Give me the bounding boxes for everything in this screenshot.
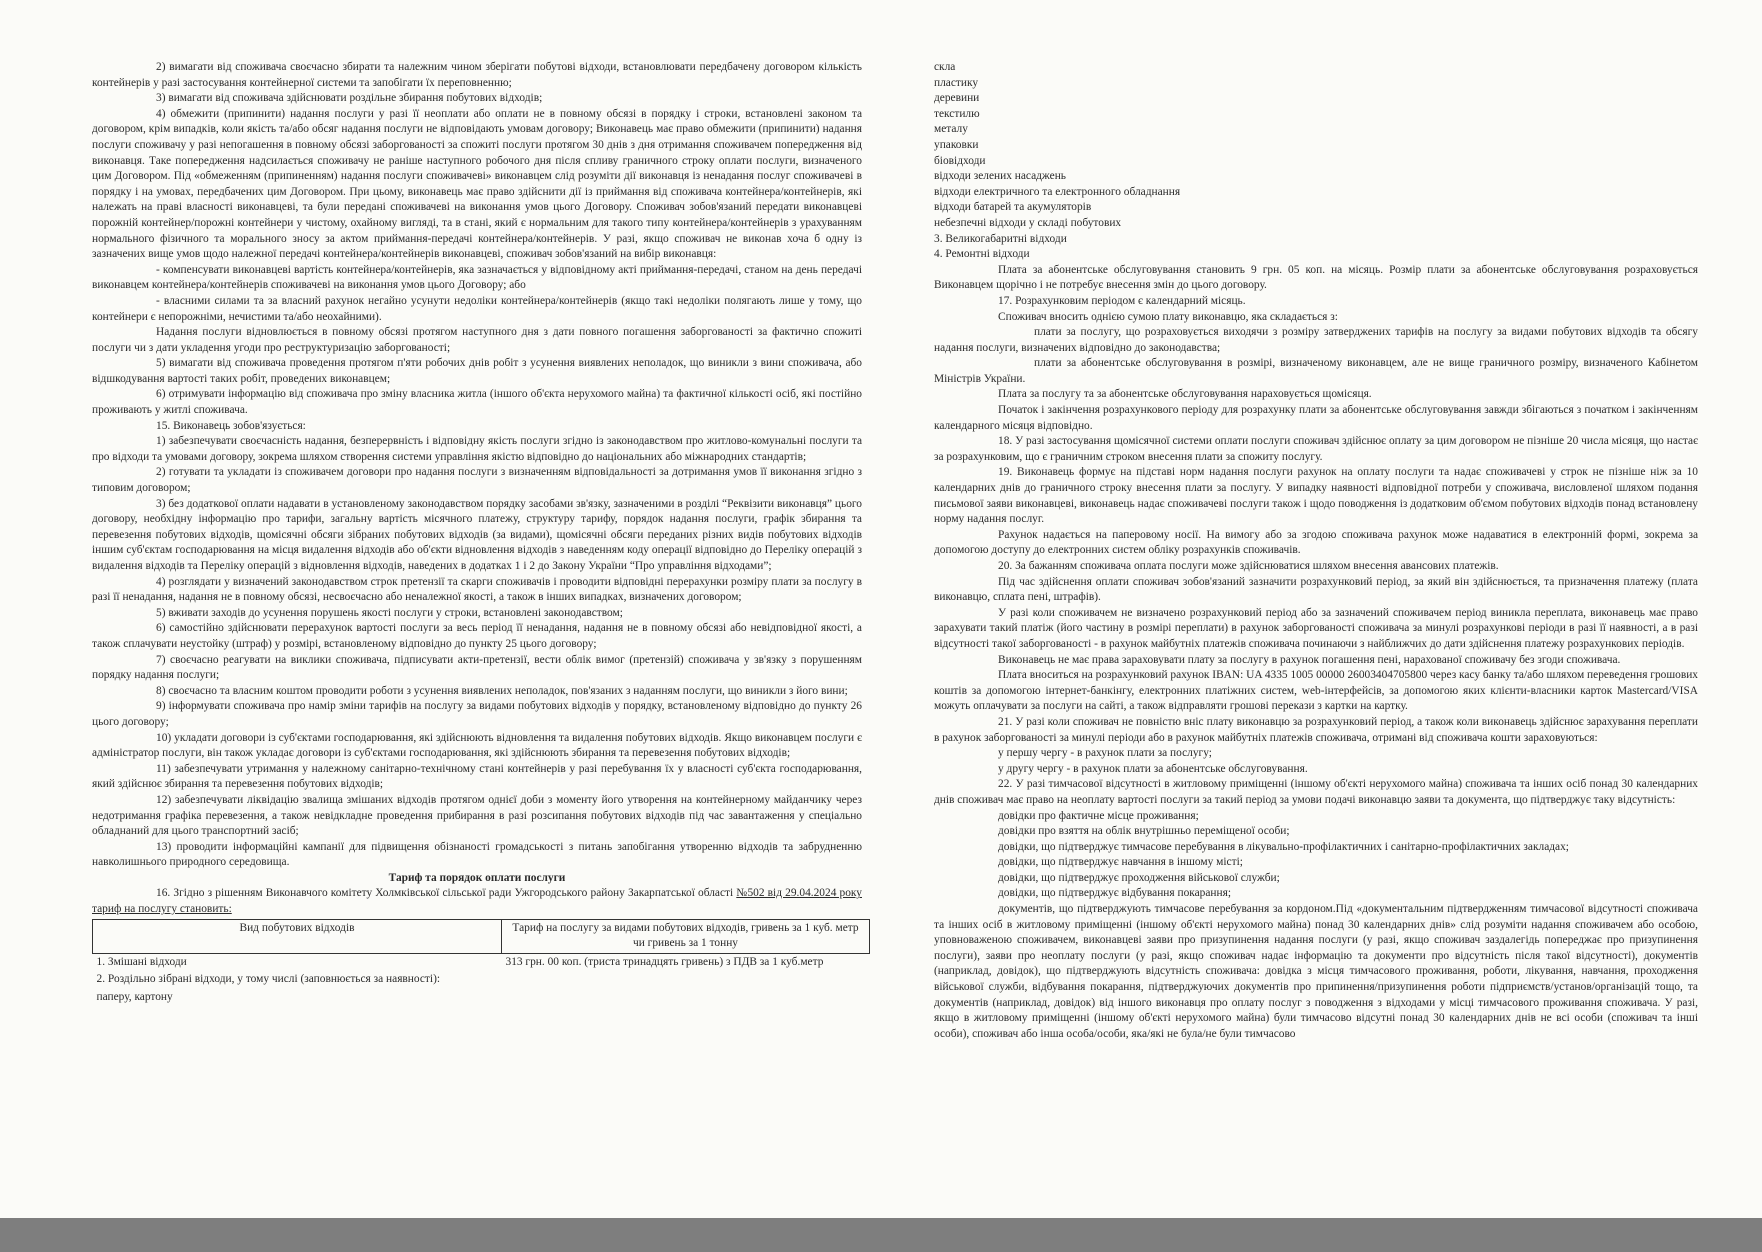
paragraph: Виконавець не має права зараховувати плату за послугу в рахунок погашення пені, нарахованої споживачу без згоди споживача. <box>998 653 1621 666</box>
right-column <box>934 60 1698 1042</box>
paragraph: Рахунок надається на паперовому носії. На вимогу або за згодою споживача рахунок може надаватися в електронній формі, зокрема за допомогою доступу до електронних систем обліку розрахунків споживачів. <box>934 528 1698 557</box>
paragraph: 3) вимагати від споживача здійснювати роздільне збирання побутових відходів; <box>156 92 543 105</box>
list-item: довідки про фактичне місце проживання; <box>998 809 1199 822</box>
table-header-cell: Тариф на послугу за видами побутових відходів, гривень за 1 куб. метр чи гривень за 1 тонну <box>502 919 870 953</box>
table-row <box>93 971 870 989</box>
list-item: деревини <box>934 92 980 105</box>
list-item: скла <box>934 61 956 73</box>
scan-border <box>0 1218 1762 1252</box>
paragraph: 6) самостійно здійснювати перерахунок вартості послуги за весь період її ненадання, надання не в повному обсязі або невідповідної якості, а також сплачувати неустойку (штраф) у розмірі, встановленому відповідно до пункту 25 цього договору; <box>92 622 862 650</box>
paragraph: Споживач вносить однією сумою плату виконавцю, яка складається з: <box>998 310 1338 323</box>
paragraph-16 <box>92 886 862 917</box>
list-item: біовідходи <box>934 154 986 167</box>
paragraph: плати за послугу, що розраховується виходячи з розміру затверджених тарифів на послугу за видами побутових відходів та обсягу надання послуги, визначених відповідно до законодавства; <box>934 326 1698 354</box>
list-item: упаковки <box>934 138 979 151</box>
list-item: пластику <box>934 76 979 89</box>
table-row <box>93 953 870 971</box>
list-item: 4. Ремонтні відходи <box>934 248 1030 261</box>
list-item: відходи батарей та акумуляторів <box>934 201 1092 214</box>
paragraph: 2) готувати та укладати із споживачем договори про надання послуги з визначенням відповідальності за дотримання умов її виконання згідно з типовим договором; <box>92 466 862 495</box>
paragraph: 10) укладати договори із суб'єктами господарювання, які здійснюють відновлення та видалення побутових відходів. Якщо виконавцем послуги є адміністратор послуги, він також укладає договори із суб'єктами господарювання, які здійснюють збирання та перевезення побутових відходів; <box>92 731 862 760</box>
bullet-item: - власними силами та за власний рахунок негайно усунути недоліки контейнера/контейнерів (якщо такі недоліки полягають лише у тому, що контейнери є непорожніми, нечистими та/або неохайними). <box>92 294 862 323</box>
paragraph: 19. Виконавець формує на підставі норм надання послуги рахунок на оплату послуги та надає споживачеві у строк не пізніше ніж за 10 календарних днів до граничного строку внесення плати за послугу. У випадку наявності відповідної потреби у споживача, висловленої шляхом подання письмової заяви виконавцеві, виконавець надає споживачеві послуги також і щодо поводження із додатковим об'ємом побутових відходів понад встановлену норму надання послуг. <box>934 466 1698 526</box>
section-title: Тариф та порядок оплати послуги <box>388 871 566 884</box>
list-item: у другу чергу - в рахунок плати за абонентське обслуговування. <box>998 762 1308 775</box>
paragraph: У разі коли споживачем не визначено розрахунковий період або за зазначений споживачем період виникла переплата, виконавець має право зарахувати такий платіж (його частину в розмірі переплати) в рахунок заборгованості споживача за минулі розрахункові періоди в разі її наявності, а в разі відсутності такої заборгованості - в рахунок майбутніх платежів споживача починаючи з найближчих до дати здійснення платежу розрахункових періодів. <box>934 606 1698 650</box>
paragraph: 3) без додаткової оплати надавати в установленому законодавством порядку засобами зв'язку, зазначеними в розділі “Реквізити виконавця” цього договору, необхідну інформацію про тарифи, загальну вартість місячного платежу, структуру тарифу, порядок надання послуги, графік збирання та перевезення побутових відходів, щомісячні обсяги зібраних побутових відходів (за видами), щомісячні обсяги переданих різних видів побутових відходів іншим суб'єктам господарювання на місця видалення відходів або об'єкти відновлення відходів з наведенням коду операції відповідно до Переліку операцій з видалення відходів та Переліку операцій з відновлення відходів, наведених в додатках 1 і 2 до Закону України “Про управління відходами”; <box>92 497 862 572</box>
tariff-table <box>92 919 870 1007</box>
paragraph: 22. У разі тимчасової відсутності в житловому приміщенні (іншому об'єкті нерухомого майна) споживача та інших осіб понад 30 календарних днів споживач має право на неоплату вартості послуги за такий період за умови подачі виконавцю заяви та документа, що підтверджує таку відсутність: <box>934 778 1698 806</box>
table-cell: 313 грн. 00 коп. (триста тринадцять гривень) з ПДВ за 1 куб.метр <box>505 955 824 968</box>
paragraph: 7) своєчасно реагувати на виклики споживача, підписувати акти-претензії, вести облік вимог (претензій) споживача у зв'язку з порушенням порядку надання послуги; <box>92 653 862 682</box>
paragraph: 2) вимагати від споживача своєчасно збирати та належним чином зберігати побутові відходи, встановлювати передбачену договором кількість контейнерів у разі застосування контейнерної системи та запобігати їх переповненню; <box>92 61 862 89</box>
paragraph: 18. У разі застосування щомісячної системи оплати послуги споживач здійснює оплату за цим договором не пізніше 20 числа місяця, що настає за розрахунковим, що є граничним строком внесення плати за спожиту послугу. <box>934 435 1698 463</box>
list-item: довідки, що підтверджує навчання в іншому місті; <box>998 856 1243 869</box>
paragraph: 11) забезпечувати утримання у належному санітарно-технічному стані контейнерів у разі перебування їх у власності суб'єкта господарювання, який здійснює збирання та перевезення побутових відходів; <box>92 762 862 791</box>
paragraph: 12) забезпечувати ліквідацію звалища змішаних відходів протягом однієї доби з моменту його утворення на контейнерному майданчику через недотримання графіка перевезення, а також невідкладне проведення прибирання в разі розсипання побутових відходів під час завантаження у спеціально обладнаний для цього транспортний засіб; <box>92 793 862 838</box>
paragraph: плати за абонентське обслуговування в розмірі, визначеному виконавцем, але не вище граничного розміру, визначеного Кабінетом Міністрів України. <box>934 357 1698 385</box>
paragraph: 4) розглядати у визначений законодавством строк претензії та скарги споживачів і проводити відповідні перерахунки розміру плати за послугу в разі її ненадання, надання не в повному обсязі, несвоєчасно або неналежної якості, а також в інших випадках, визначених договором; <box>92 575 862 604</box>
list-item: 3. Великогабаритні відходи <box>934 232 1067 245</box>
list-item: довідки про взяття на облік внутрішньо переміщеної особи; <box>998 825 1290 838</box>
paragraph: 13) проводити інформаційні кампанії для підвищення обізнаності громадськості з питань запобігання утворенню відходів та забрудненню навколишнього природного середовища. <box>92 840 862 869</box>
list-item: у першу чергу - в рахунок плати за послугу; <box>998 747 1212 760</box>
table-cell <box>502 989 870 1007</box>
paragraph: 17. Розрахунковим періодом є календарний місяць. <box>998 294 1246 307</box>
table-header-row <box>93 919 870 953</box>
table-cell: паперу, картону <box>96 991 173 1004</box>
paragraph: 1) забезпечувати своєчасність надання, безперервність і відповідну якість послуги згідно із законодавством про житлово-комунальні послуги та про відходи та умовами договору, зокрема шляхом створення системи управління якістю відповідно до національних або міжнародних стандартів; <box>92 435 862 463</box>
paragraph-16-text: 16. Згідно з рішенням Виконавчого комітету Холмківської сільської ради Ужгородського району Закарпатської області <box>156 887 737 900</box>
list-item: небезпечні відходи у складі побутових <box>934 216 1122 229</box>
paragraph: 21. У разі коли споживач не повністю вніс плату виконавцю за розрахунковий період, а також коли виконавець здійснює зарахування переплати в рахунок заборгованості за минулі періоди або в рахунок майбутніх платежів споживача, отримані від споживача кошти зараховуються: <box>934 715 1698 744</box>
list-item: текстилю <box>934 107 980 120</box>
table-header-cell: Вид побутових відходів <box>93 919 502 953</box>
list-item: металу <box>934 123 968 136</box>
paragraph: Плата за послугу та за абонентське обслуговування нараховується щомісяця. <box>998 388 1372 401</box>
list-item: відходи зелених насаджень <box>934 170 1066 183</box>
table-cell: 1. Змішані відходи <box>96 955 187 968</box>
paragraph: Початок і закінчення розрахункового періоду для розрахунку плати за абонентське обслуговування завжди збігаються з початком і закінченням календарного місяця відповідно. <box>934 404 1698 432</box>
list-item: довідки, що підтверджує проходження військової служби; <box>998 871 1280 884</box>
clause-heading: 15. Виконавець зобов'язується: <box>156 419 306 432</box>
list-item: відходи електричного та електронного обладнання <box>934 185 1181 198</box>
paragraph: Плата за абонентське обслуговування становить 9 грн. 05 коп. на місяць. Розмір плати за абонентське обслуговування розраховується Виконавцем щорічно і не потребує внесення змін до цього договору. <box>934 263 1698 292</box>
paragraph: Надання послуги відновлюється в повному обсязі протягом наступного дня з дати повного погашення заборгованості за фактично спожиті послуги чи з дати укладення угоди про реструктуризацію заборгованості; <box>92 326 862 354</box>
table-cell: 2. Роздільно зібрані відходи, у тому числі (заповнюється за наявності): <box>96 973 441 986</box>
paragraph: Плата вноситься на розрахунковий рахунок IBAN: UA 4335 1005 00000 26003404705800 через касу банку та/або шляхом переведення грошових коштів за допомогою інтернет-банкінгу, електронних платіжних систем, web-інтерфейсів, за допомогою яких клієнти-власники карток Mastercard/VISA можуть оплачувати за послуги на сайті, а також відправляти грошові перекази з картки на картку. <box>934 669 1699 713</box>
paragraph: 5) вживати заходів до усунення порушень якості послуги у строки, встановлені законодавством; <box>156 606 623 619</box>
paragraph: 4) обмежити (припинити) надання послуги у разі її неоплати або оплати не в повному обсязі в порядку і строки, встановлені законом та договором, крім випадків, коли якість та/або обсяг надання послуги не відповідають умовам договору; Виконавець має право обмежити (припинити) надання послуги споживачу у разі непогашення в повному обсязі заборгованості за спожиті послуги протягом 30 днів з дня отримання споживачем попередження від виконавця. Таке попередження надсилається споживачу не раніше наступного робочого дня після спливу граничного строку оплати послуги, визначеного цим Договором. Під «обмеженням (припиненням) надання послуги споживачеві» виконавцем слід розуміти дії виконавця із ненадання послуг споживачеві в порядку і на умовах, передбачених цим Договором. При цьому, виконавець має право здійснити дії із приймання від споживача контейнера/контейнерів, які належать на праві власності виконавцеві, та були передані споживачеві на виконання умов цього Договору. Споживач зобов'язаний передати виконавцеві порожній контейнер/порожні контейнери у чистому, охайному вигляді, та в стані, який є нормальним для такого типу контейнера/контейнерів з урахуванням нормального фізичного та морального зносу за актом приймання-передачі контейнера/контейнерів. У разі, якщо споживач не виконав хоча б одну із зазначених вище умов щодо належної передачі контейнера/контейнерів виконавцеві, споживач зобов'язаний на вибір виконавця: <box>92 107 862 261</box>
table-row <box>93 989 870 1007</box>
list-item: довідки, що підтверджує відбування покарання; <box>998 887 1232 900</box>
paragraph: 6) отримувати інформацію від споживача про зміну власника житла (іншого об'єкта нерухомого майна) та фактичної кількості осіб, які постійно проживають у житлі споживача. <box>92 388 862 417</box>
paragraph: 20. За бажанням споживача оплата послуги може здійснюватися шляхом внесення авансових платежів. <box>998 560 1499 572</box>
paragraph: 5) вимагати від споживача проведення протягом п'яти робочих днів робіт з усунення виявлених неполадок, що виникли з вини споживача, або відшкодування вартості таких робіт, проведених виконавцем; <box>92 357 862 385</box>
table-cell <box>502 971 870 989</box>
paragraph: 8) своєчасно та власним коштом проводити роботи з усунення виявлених неполадок, пов'язаних з наданням послуги, що виникли з його вини; <box>156 684 848 697</box>
paragraph: документів, що підтверджують тимчасове перебування за кордоном.Під «документальним підтвердженням тимчасової відсутності споживача та інших осіб в житловому приміщенні (іншому об'єкті нерухомого майна) понад 30 календарних днів» слід розуміти надання споживачем або особою, уповноваженою споживачем, виконавцеві заяви про призупинення надання послуги (у разі, якщо споживач заздалегідь попереджає про призупинення послуги), заяви про неоплату послуги (у разі, якщо споживач надає інформацію та документи про відсутність після такої відсутності), документів (наприклад, довідок), що підтверджують відсутність споживача: довідка з місця тимчасового проживання, роботи, лікування, навчання, проходження військової служби, відбування покарання, підтверджуючих документів про припинення/призупинення роботи підприємств/установ/організацій тощо, та документів (наприклад, довідок) від іншого виконавця про оплату послуг з поводження з відходами у місці тимчасового проживання споживача. У разі, якщо в житловому приміщенні (іншому об'єкті нерухомого майна) були тимчасово відсутні понад 30 календарних днів не всі особи (споживач та інші особи), споживач або інша особа/особи, яка/які не була/не були тимчасово <box>934 903 1698 1040</box>
decision-reference: №502 від 29.04.2024 року тариф на послугу становить: <box>92 887 862 916</box>
left-column <box>92 60 862 1007</box>
bullet-item: - компенсувати виконавцеві вартість контейнера/контейнерів, яка зазначається у відповідному акті приймання-передачі, станом на день передачі виконавцем контейнера/контейнерів споживачеві на виконання умов цього Договору; або <box>92 263 862 292</box>
paragraph: Під час здійснення оплати споживач зобов'язаний зазначити розрахунковий період, за який він здійснюється, та призначення платежу (плата виконавцю, сплата пені, штрафів). <box>934 575 1698 604</box>
paragraph: 9) інформувати споживача про намір зміни тарифів на послугу за видами побутових відходів у порядку, встановленому відповідно до пункту 26 цього договору; <box>92 700 862 728</box>
list-item: довідки, що підтверджує тимчасове перебування в лікувально-профілактичних і санітарно-профілактичних закладах; <box>998 840 1569 853</box>
